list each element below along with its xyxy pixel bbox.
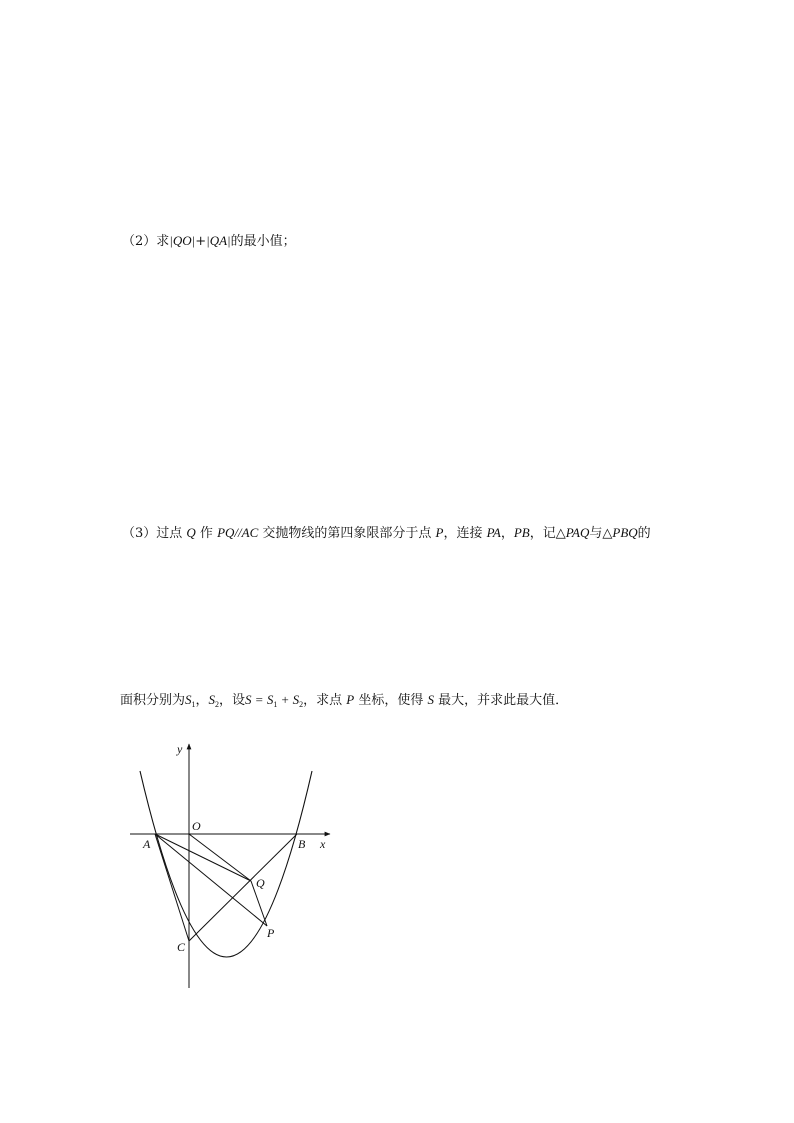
segment-b-c: [189, 834, 297, 941]
part3b-text-1: 面积分别为: [120, 693, 186, 708]
plus-sign: +: [195, 234, 207, 249]
part3-prefix: （3）过点: [122, 526, 187, 541]
question-part-3: [122, 524, 651, 543]
segment-ac: AC: [241, 525, 259, 540]
part3b-text-4: 坐标，使得: [354, 693, 428, 708]
question-part-2: [122, 232, 296, 251]
area-s1-sub: 1: [191, 700, 196, 709]
equation-s-left: S = S: [245, 692, 274, 707]
label-y: y: [177, 742, 183, 756]
segment-pq: PQ: [217, 525, 235, 540]
point-q: Q: [186, 525, 196, 540]
segment-o-q: [189, 834, 251, 881]
question-part-3-continued: [120, 691, 568, 714]
equation-s: [245, 692, 303, 707]
abs-qa: |QA|: [206, 233, 231, 248]
part3b-text-5: 最大，并求此最大值．: [433, 693, 569, 708]
label-q: Q: [256, 876, 265, 890]
label-a: A: [143, 837, 151, 851]
equation-plus: + S: [277, 692, 300, 707]
segment-pa: PA: [486, 525, 501, 540]
part3b-sep: ，: [195, 693, 209, 708]
part3b-text-2: ，设: [219, 693, 246, 708]
triangle-paq: △PAQ: [555, 525, 590, 540]
part2-suffix: 的最小值；: [230, 234, 296, 249]
part3-text-2: ，连接: [443, 526, 487, 541]
part2-prefix: （2）求: [122, 234, 170, 249]
label-o: O: [192, 819, 201, 833]
segment-pb: PB: [513, 525, 530, 540]
point-p-2: P: [346, 692, 355, 707]
point-p: P: [435, 525, 444, 540]
label-b: B: [298, 837, 306, 851]
triangle-pbq: △PBQ: [602, 525, 638, 540]
part3-with: 与: [589, 526, 603, 541]
area-s2-letter: S: [208, 692, 216, 707]
area-s: S: [427, 692, 434, 707]
parabola-figure: [120, 738, 340, 998]
part3-comma: ，: [500, 526, 514, 541]
equation-sub-1: 1: [273, 700, 278, 709]
part3-text-make: 作: [195, 526, 218, 541]
segment-a-c: [155, 834, 189, 941]
area-s1: [185, 692, 196, 707]
area-s1-letter: S: [185, 692, 192, 707]
area-s2-sub: 2: [215, 700, 220, 709]
abs-qo: |QO|: [169, 233, 196, 248]
part3-text-1: 交抛物线的第四象限部分于点: [258, 526, 436, 541]
parabola-curve: [140, 771, 312, 957]
part3-de: 的: [637, 526, 651, 541]
part3-text-3: ，记: [529, 526, 556, 541]
parallel-symbol: //: [234, 525, 242, 540]
label-x: x: [320, 837, 326, 851]
part3b-text-3: ，求点: [303, 693, 347, 708]
area-s2: [209, 692, 220, 707]
equation-sub-2: 2: [299, 700, 304, 709]
label-c: C: [177, 940, 186, 954]
label-p: P: [267, 926, 275, 940]
